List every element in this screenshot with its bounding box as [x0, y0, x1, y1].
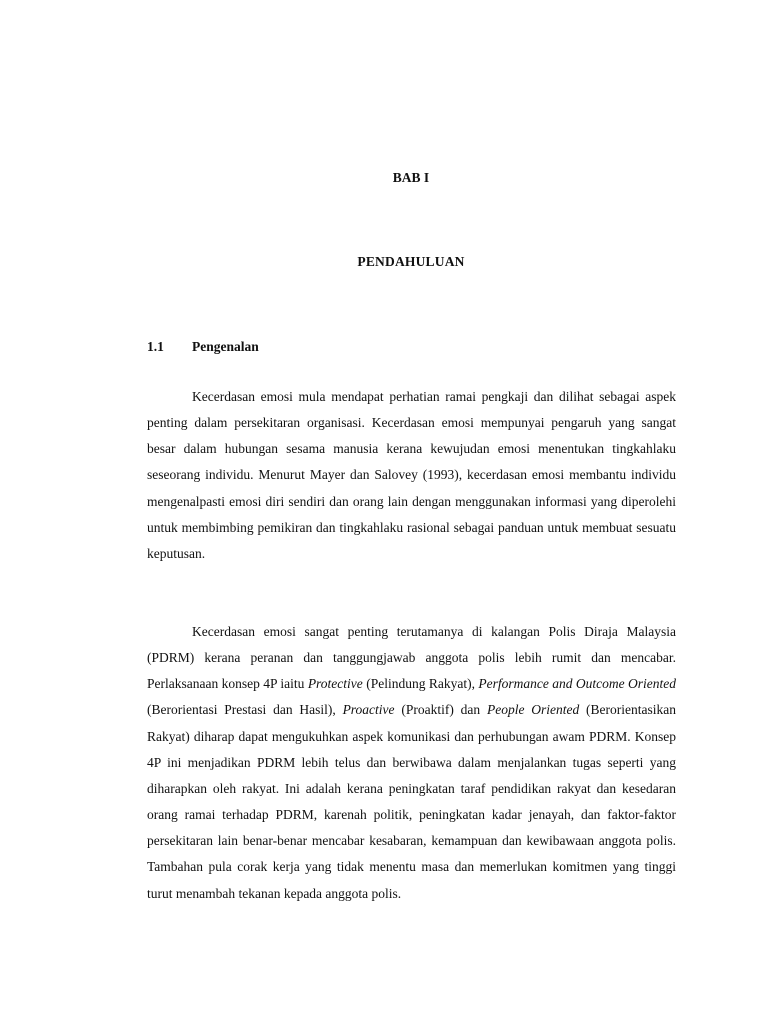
text-run: (Berorientasikan Rakyat) diharap dapat mengukuhkan aspek komunikasi dan perhubungan awam PDRM. Konsep 4P ini menjadikan PDRM lebih telus dan berwibawa dalam menjalankan tugas seperti yang diharapkan oleh rakyat. Ini adalah kerana peningkatan taraf pendidikan rakyat dan kesedaran orang ramai terhadap PDRM, karenah politik, peningkatan kadar jenayah, dan faktor-faktor persekitaran lain benar-benar mencabar kesabaran, kemampuan dan kewibawaan anggota polis. Tambahan pula corak kerja yang tidak menentu masa dan memerlukan komitmen yang tinggi turut menambah tekanan kepada anggota polis.: [147, 702, 677, 901]
paragraph: [147, 384, 676, 567]
chapter-label: BAB I: [392, 170, 430, 185]
paragraph: [147, 619, 676, 907]
italic-term: Performance and Outcome Oriented: [478, 676, 677, 692]
italic-term: People Oriented: [486, 702, 580, 718]
text-run: Kecerdasan emosi sangat penting terutamanya di kalangan Polis Diraja Malaysia (PDRM) kerana peranan dan tanggungjawab anggota polis lebih rumit dan mencabar. Perlaksanaan konsep 4P iaitu: [147, 624, 676, 692]
italic-term: Protective: [307, 676, 363, 692]
text-run: Kecerdasan emosi mula mendapat perhatian ramai pengkaji dan dilihat sebagai aspek penting dalam persekitaran organisasi. Kecerdasan emosi mempunyai pengaruh yang sangat besar dalam hubungan sesama manusia kerana kewujudan emosi menentukan tingkahlaku seseorang individu. Menurut Mayer dan Salovey (1993), kecerdasan emosi membantu individu mengenalpasti emosi diri sendiri dan orang lain dengan menggunakan informasi yang diperolehi untuk membimbing pemikiran dan tingkahlaku rasional sebagai panduan untuk membuat sesuatu keputusan.: [147, 389, 676, 561]
section-heading: [147, 339, 259, 355]
chapter-title: PENDAHULUAN: [357, 254, 465, 269]
text-run: (Proaktif) dan: [394, 702, 487, 718]
italic-term: Proactive: [342, 702, 395, 718]
section-number: 1.1: [147, 339, 164, 354]
text-run: (Berorientasi Prestasi dan Hasil),: [147, 702, 343, 718]
text-run: (Pelindung Rakyat),: [362, 676, 479, 692]
section-title: Pengenalan: [192, 339, 259, 354]
